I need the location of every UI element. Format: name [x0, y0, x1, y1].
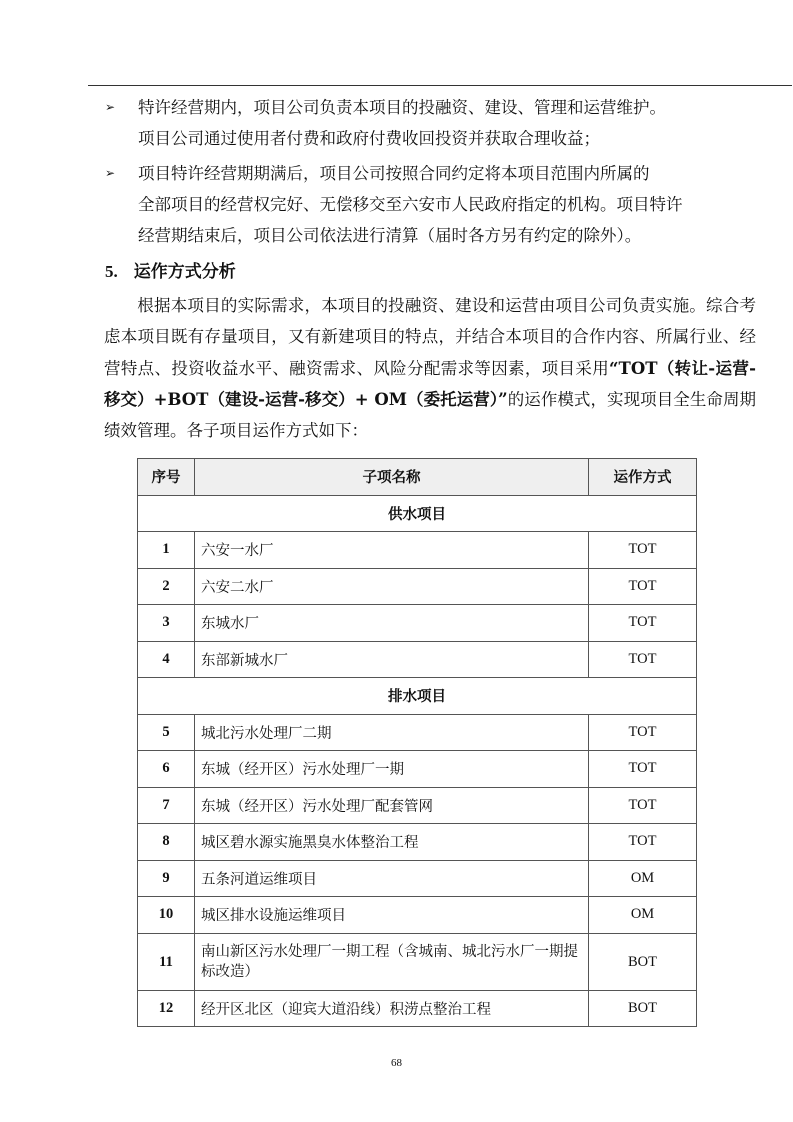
group-label: 供水项目: [138, 495, 697, 532]
arrow-bullet-icon: ➢: [105, 100, 116, 114]
row-name: 经开区北区（迎宾大道沿线）积涝点整治工程: [195, 990, 589, 1027]
group-label: 排水项目: [138, 678, 697, 715]
row-name: 城区碧水源实施黑臭水体整治工程: [195, 824, 589, 861]
row-name: 六安二水厂: [195, 568, 589, 605]
table-row: [138, 532, 697, 569]
row-no: 11: [138, 933, 195, 990]
row-mode: TOT: [589, 714, 697, 751]
bullet-line: 经营期结束后，项目公司依法进行清算（届时各方另有约定的除外）。: [138, 226, 642, 245]
row-name: 城区排水设施运维项目: [195, 897, 589, 934]
row-no: 1: [138, 532, 195, 569]
table-row: [138, 568, 697, 605]
bullet-item-1: [105, 92, 755, 154]
table-row: [138, 605, 697, 642]
bullet-line: 特许经营期内，项目公司负责本项目的投融资、建设、管理和运营维护。: [138, 98, 666, 117]
table-row: [138, 751, 697, 788]
section-heading: [105, 257, 236, 282]
paragraph-text-1: 根据本项目的实际需求，本项目的投融资、建设和运营由项目公司负责实施。综合考虑本项目既有存量项目，又有新建项目的特点，并结合本项目的合作内容、所属行业、经营特点、投资收益水平、融资需求、风险分配需求等因素，项目采用: [104, 296, 756, 378]
table-row: [138, 897, 697, 934]
page-number: 68: [391, 1057, 402, 1069]
row-name: 东城（经开区）污水处理厂配套管网: [195, 787, 589, 824]
row-mode: TOT: [589, 641, 697, 678]
row-no: 12: [138, 990, 195, 1027]
row-mode: TOT: [589, 605, 697, 642]
header-rule: [88, 85, 792, 86]
bullet-item-2: [105, 158, 755, 251]
header-no: 序号: [138, 459, 195, 496]
table-row: [138, 933, 697, 990]
row-no: 5: [138, 714, 195, 751]
table-row: [138, 641, 697, 678]
table-row: [138, 860, 697, 897]
row-no: 10: [138, 897, 195, 934]
table-row: [138, 990, 697, 1027]
row-mode: OM: [589, 860, 697, 897]
row-no: 7: [138, 787, 195, 824]
row-name: 东城水厂: [195, 605, 589, 642]
paragraph-text-2: 的运作模式，实现项目全生命周期绩效管理。各子项目运作方式如下：: [104, 389, 757, 441]
row-no: 3: [138, 605, 195, 642]
table-row: [138, 714, 697, 751]
row-mode: BOT: [589, 990, 697, 1027]
row-mode: OM: [589, 897, 697, 934]
project-table: [137, 458, 697, 1027]
table-header-row: [138, 459, 697, 496]
row-mode: TOT: [589, 787, 697, 824]
arrow-bullet-icon: ➢: [105, 166, 116, 180]
paragraph-bold-text: “TOT（转让-运营-移交）+BOT（建设-运营-移交）+ OM（委托运营）”: [104, 358, 757, 409]
header-name: 子项名称: [195, 459, 589, 496]
row-no: 6: [138, 751, 195, 788]
section-number: 5.: [105, 262, 118, 281]
row-no: 4: [138, 641, 195, 678]
bullet-line: 项目公司通过使用者付费和政府付费收回投资并获取合理收益；: [138, 129, 600, 148]
row-name: 东城（经开区）污水处理厂一期: [195, 751, 589, 788]
row-mode: TOT: [589, 824, 697, 861]
row-name: 五条河道运维项目: [195, 860, 589, 897]
row-mode: TOT: [589, 568, 697, 605]
row-name: 东部新城水厂: [195, 641, 589, 678]
row-name: 城北污水处理厂二期: [195, 714, 589, 751]
section-title: 运作方式分析: [133, 262, 236, 282]
header-mode: 运作方式: [589, 459, 697, 496]
row-name: 六安一水厂: [195, 532, 589, 569]
bullet-line: 项目特许经营期期满后，项目公司按照合同约定将本项目范围内所属的: [138, 164, 650, 183]
body-paragraph: [104, 290, 756, 446]
group-row-drainage: [138, 678, 697, 715]
row-no: 9: [138, 860, 195, 897]
group-row-water-supply: [138, 495, 697, 532]
table-row: [138, 824, 697, 861]
row-mode: TOT: [589, 532, 697, 569]
table-row: [138, 787, 697, 824]
row-no: 8: [138, 824, 195, 861]
row-mode: TOT: [589, 751, 697, 788]
row-no: 2: [138, 568, 195, 605]
bullet-line: 全部项目的经营权完好、无偿移交至六安市人民政府指定的机构。项目特许: [138, 195, 683, 214]
row-mode: BOT: [589, 933, 697, 990]
row-name: 南山新区污水处理厂一期工程（含城南、城北污水厂一期提标改造）: [195, 933, 589, 990]
